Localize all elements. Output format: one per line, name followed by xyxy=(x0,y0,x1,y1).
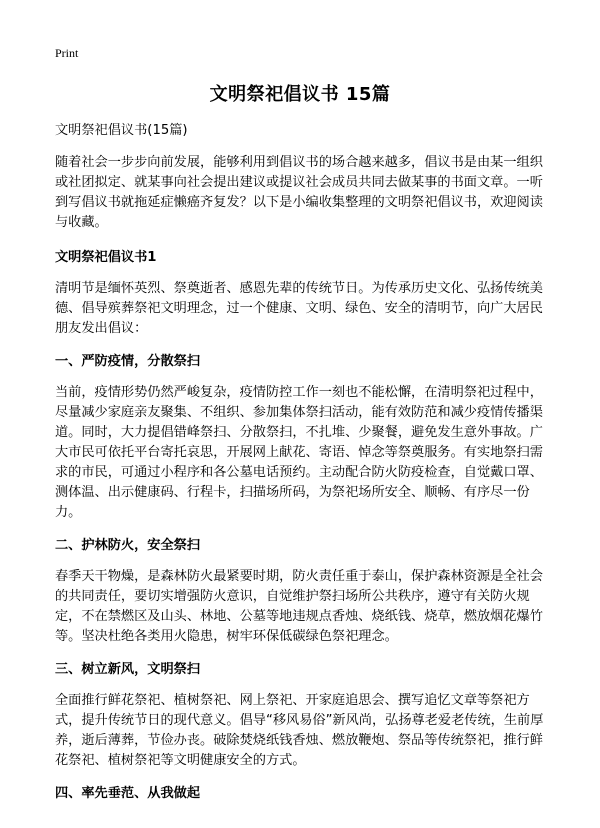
document-subtitle: 文明祭祀倡议书(15篇) xyxy=(55,123,188,138)
item-heading-2: 二、护林防火，安全祭扫 xyxy=(55,538,201,553)
item-heading-1: 一、严防疫情，分散祭扫 xyxy=(55,354,201,369)
item-heading-4: 四、率先垂范、从我做起 xyxy=(55,786,201,801)
intro-paragraph: 随着社会一步步向前发展，能够利用到倡议书的场合越来越多，倡议书是由某一组织或社团拟定、就某事向社会提出建议或提议社会成员共同去做某事的书面文章。一听到写倡议书就拖延症懒癌齐复发？以下是小编收集整理的文明祭祀倡议书，欢迎阅读与收藏。 xyxy=(55,155,543,230)
opening-paragraph: 清明节是缅怀英烈、祭奠逝者、感恩先辈的传统节日。为传承历史文化、弘扬传统美德、倡导殡葬祭祀文明理念，过一个健康、文明、绿色、安全的清明节，向广大居民朋友发出倡议： xyxy=(55,281,543,336)
item-body-2: 春季天干物燥，是森林防火最紧要时期，防火责任重于泰山，保护森林资源是全社会的共同责任，要切实增强防火意识，自觉维护祭扫场所公共秩序，遵守有关防火规定，不在禁燃区及山头、林地、公墓等地违规点香烛、烧纸钱、烧草，燃放烟花爆竹等。坚决杜绝各类用火隐患，树牢环保低碳绿色祭祀理念。 xyxy=(55,569,543,644)
item-body-3: 全面推行鲜花祭祀、植树祭祀、网上祭祀、开家庭追思会、撰写追忆文章等祭祀方式，提升传统节日的现代意义。倡导“移风易俗”新风尚，弘扬尊老爱老传统，生前厚养，逝后薄葬，节俭办丧。破除焚烧纸钱香烛、燃放鞭炮、祭品等传统祭祀，推行鲜花祭祀、植树祭祀等文明健康安全的方式。 xyxy=(55,693,544,768)
item-heading-3: 三、树立新风，文明祭扫 xyxy=(55,662,201,677)
document-body xyxy=(55,121,550,815)
print-label: Print xyxy=(55,46,79,60)
document-title: 文明祭祀倡议书 15篇 xyxy=(209,84,391,105)
item-body-1: 当前，疫情形势仍然严峻复杂，疫情防控工作一刻也不能松懈，在清明祭祀过程中，尽量减少家庭亲友聚集、不组织、参加集体祭扫活动，能有效防范和减少疫情传播渠道。同时，大力提倡错峰祭扫、分散祭扫，不扎堆、少聚餐，避免发生意外事故。广大市民可依托平台寄托哀思，开展网上献花、寄语、悼念等祭奠服务。有实地祭扫需求的市民，可通过小程序和各公墓电话预约。主动配合防火防疫检查，自觉戴口罩、测体温、出示健康码、行程卡，扫描场所码，为祭祀场所安全、顺畅、有序尽一份力。 xyxy=(55,385,543,520)
section-heading: 文明祭祀倡议书1 xyxy=(55,250,157,265)
